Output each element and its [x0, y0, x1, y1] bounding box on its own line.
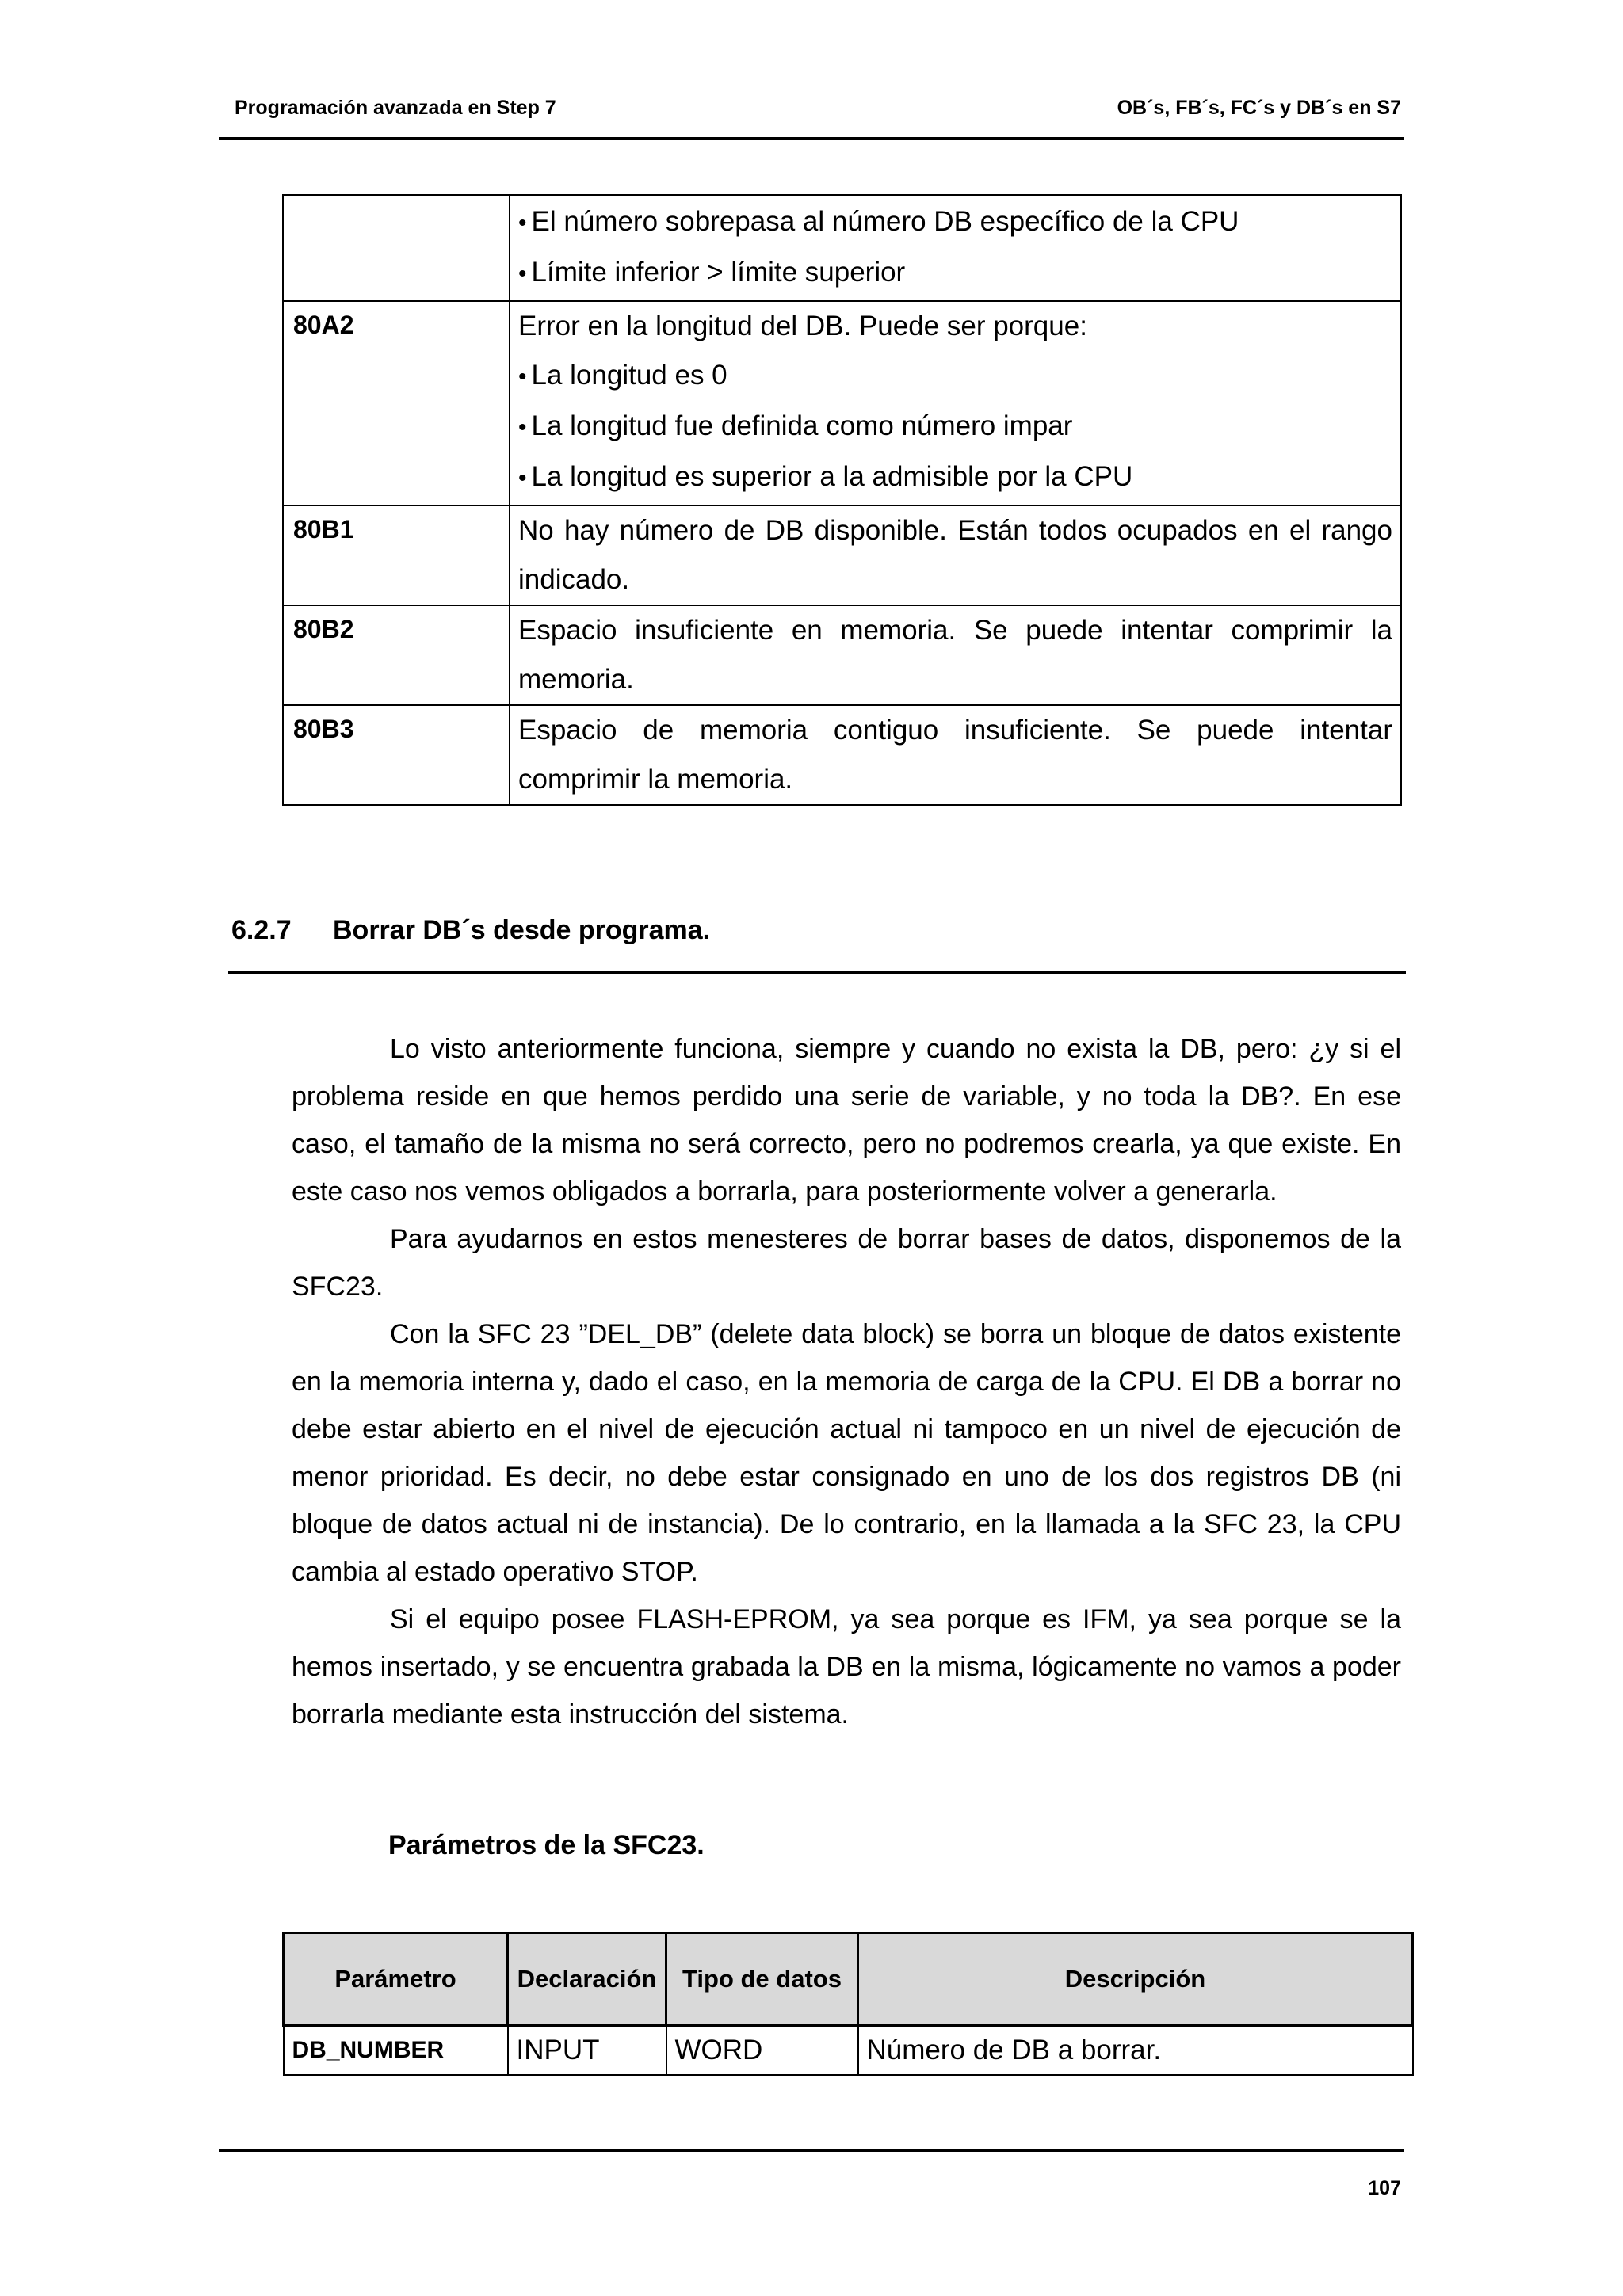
- parameter-table: [282, 1932, 1414, 2076]
- error-description: [510, 605, 1401, 705]
- list-item: No hay número de DB disponible. Están todos ocupados en el rango indicado.: [518, 515, 1392, 595]
- param-table-title: Parámetros de la SFC23.: [388, 1830, 705, 1860]
- section-rule: [228, 971, 1406, 974]
- table-row: [283, 195, 1401, 301]
- paragraph: Con la SFC 23 ”DEL_DB” (delete data block) se borra un bloque de datos existente en la memoria interna y, dado el caso, en la memoria de carga de la CPU. El DB a borrar no debe estar abierto en el nivel de ejecución actual ni tampoco en un nivel de ejecución de menor prioridad. Es decir, no debe estar consignado en uno de los dos registros DB (ni bloque de datos actual ni de instancia). De lo contrario, en la llamada a la SFC 23, la CPU cambia al estado operativo STOP.: [292, 1319, 1401, 1587]
- error-code: 80B3: [283, 705, 510, 805]
- column-header-type: Tipo de datos: [666, 1933, 858, 2026]
- error-code: 80A2: [283, 301, 510, 505]
- list-item: Espacio insuficiente en memoria. Se puede intentar comprimir la memoria.: [518, 615, 1392, 695]
- page-number: 107: [1368, 2177, 1401, 2199]
- table-row: [283, 301, 1401, 505]
- error-description: [510, 505, 1401, 605]
- param-name: DB_NUMBER: [284, 2026, 508, 2076]
- table-header-row: [284, 1933, 1413, 2026]
- list-item: • La longitud es superior a la admisible por la CPU: [518, 452, 1392, 503]
- list-item: • La longitud es 0: [518, 351, 1392, 402]
- table-row: [283, 705, 1401, 805]
- column-header-description: Descripción: [858, 1933, 1413, 2026]
- list-item: • Límite inferior > límite superior: [518, 248, 1392, 299]
- section-number: 6.2.7: [231, 915, 292, 945]
- body-text: [292, 1025, 1401, 1738]
- param-type: WORD: [666, 2026, 858, 2076]
- paragraph: Lo visto anteriormente funciona, siempre y cuando no exista la DB, pero: ¿y si el problema reside en que hemos perdido una serie de variable, y no toda la DB?. En ese caso, el tamaño de la misma no será correcto, pero no podremos crearla, ya que existe. En este caso nos vemos obligados a borrarla, para posteriormente volver a generarla.: [292, 1034, 1401, 1207]
- column-header-declaration: Declaración: [508, 1933, 666, 2026]
- param-description: Número de DB a borrar.: [858, 2026, 1413, 2076]
- error-code: [283, 195, 510, 301]
- list-item: Error en la longitud del DB. Puede ser porque:: [518, 311, 1087, 341]
- table-row: [283, 505, 1401, 605]
- error-description: [510, 195, 1401, 301]
- paragraph: Para ayudarnos en estos menesteres de borrar bases de datos, disponemos de la SFC23.: [292, 1224, 1401, 1302]
- column-header-param: Parámetro: [284, 1933, 508, 2026]
- list-item: Espacio de memoria contiguo insuficiente. Se puede intentar comprimir la memoria.: [518, 715, 1392, 795]
- section-title: Borrar DB´s desde programa.: [333, 915, 711, 945]
- param-declaration: INPUT: [508, 2026, 666, 2076]
- header-right: OB´s, FB´s, FC´s y DB´s en S7: [1117, 97, 1401, 119]
- table-row: [284, 2026, 1413, 2076]
- table-row: [283, 605, 1401, 705]
- list-item: • El número sobrepasa al número DB específico de la CPU: [518, 197, 1392, 248]
- footer-rule: [219, 2149, 1404, 2152]
- header-left: Programación avanzada en Step 7: [235, 97, 556, 119]
- error-code: 80B1: [283, 505, 510, 605]
- error-code: 80B2: [283, 605, 510, 705]
- error-description: [510, 705, 1401, 805]
- error-description: [510, 301, 1401, 505]
- header-rule: [219, 137, 1404, 140]
- error-code-table: [282, 194, 1402, 806]
- section-heading: [231, 915, 710, 946]
- list-item: • La longitud fue definida como número impar: [518, 402, 1392, 452]
- paragraph: Si el equipo posee FLASH-EPROM, ya sea porque es IFM, ya sea porque se la hemos insertado, y se encuentra grabada la DB en la misma, lógicamente no vamos a poder borrarla mediante esta instrucción del sistema.: [292, 1604, 1401, 1730]
